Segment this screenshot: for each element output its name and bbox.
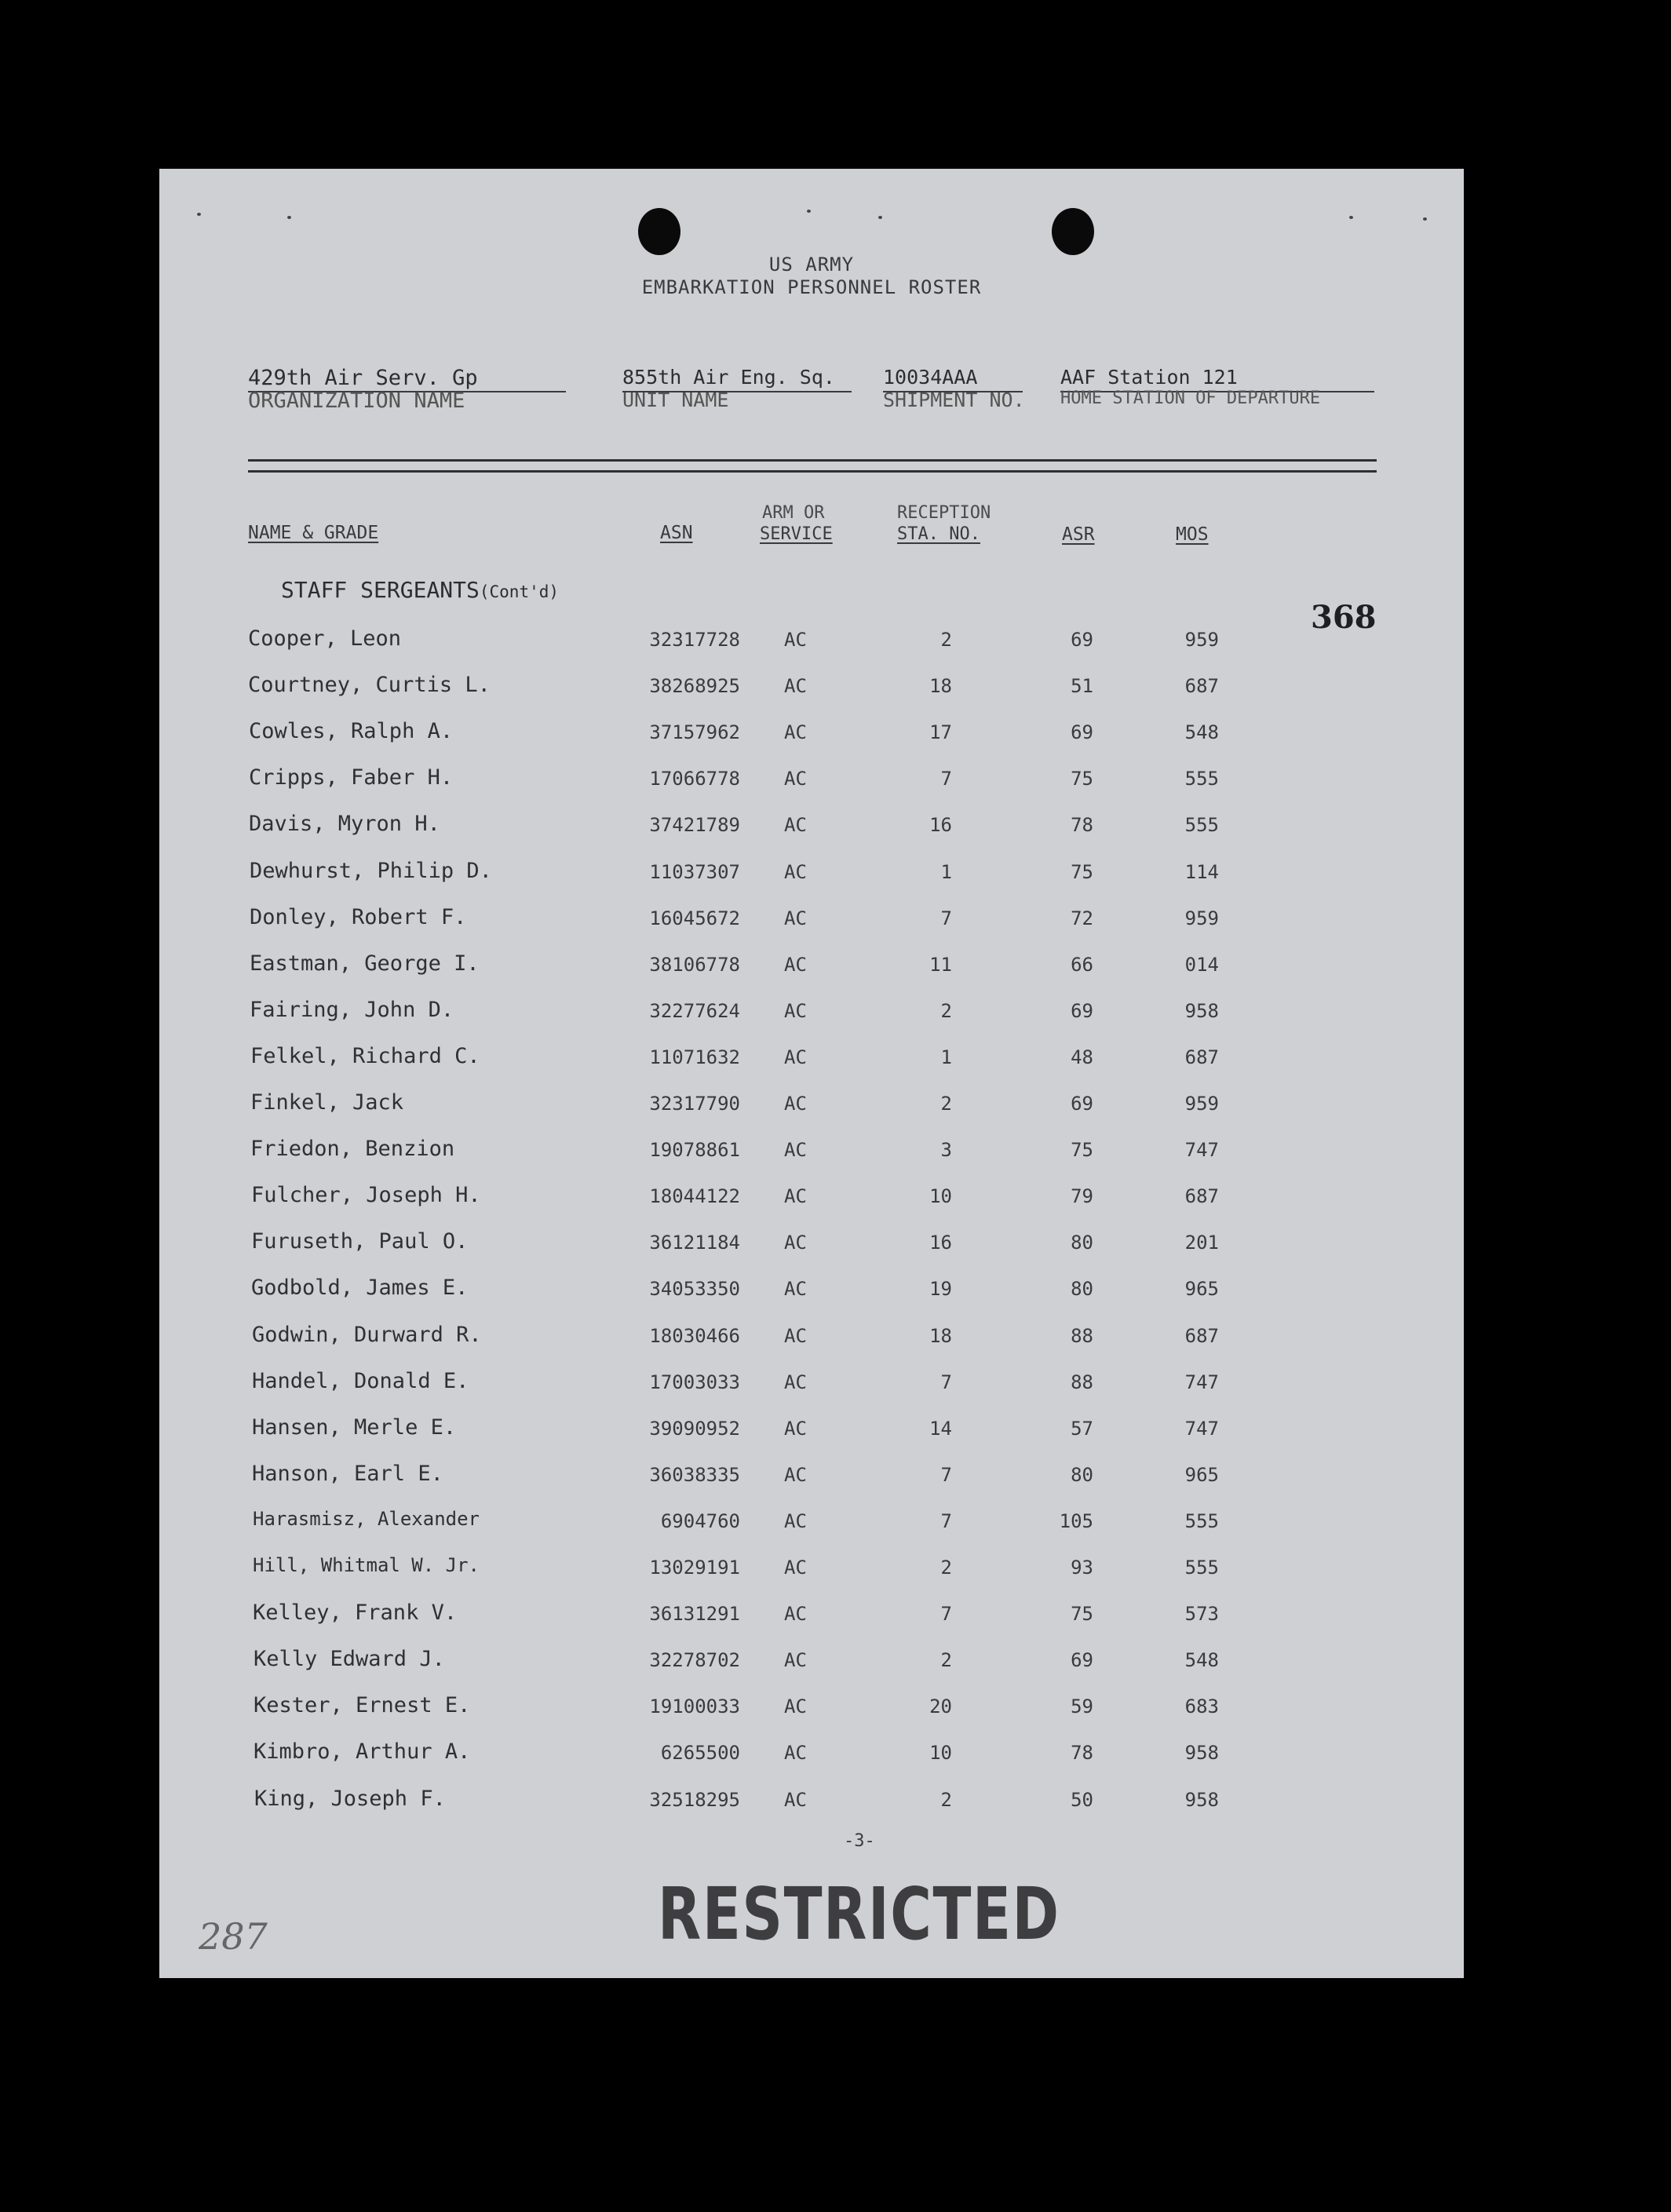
roster-reception-station: 7 <box>940 1464 952 1486</box>
roster-arm-service: AC <box>784 1046 807 1068</box>
roster-mos: 959 <box>1184 907 1219 929</box>
roster-asr: 75 <box>1071 1139 1093 1161</box>
roster-arm-service: AC <box>784 1742 807 1764</box>
roster-mos: 958 <box>1184 1789 1219 1811</box>
roster-row <box>159 765 1464 797</box>
roster-arm-service: AC <box>784 1418 807 1440</box>
roster-reception-station: 1 <box>940 1046 952 1068</box>
roster-asr: 69 <box>1071 629 1093 651</box>
roster-asn: 19100033 <box>649 1696 740 1717</box>
paper-speck <box>1423 217 1427 221</box>
roster-reception-station: 14 <box>929 1418 952 1440</box>
roster-asn: 6904760 <box>660 1510 740 1532</box>
restricted-stamp: RESTRICTED <box>658 1872 1060 1956</box>
roster-name: Hill, Whitmal W. Jr. <box>253 1554 480 1576</box>
roster-row <box>159 859 1464 890</box>
roster-arm-service: AC <box>784 1139 807 1161</box>
roster-reception-station: 11 <box>929 954 952 976</box>
section-heading-text: STAFF SERGEANTS <box>281 577 480 603</box>
roster-arm-service: AC <box>784 675 807 697</box>
roster-name: Cooper, Leon <box>248 626 402 651</box>
roster-asn: 19078861 <box>649 1139 740 1161</box>
roster-name: Friedon, Benzion <box>250 1137 455 1161</box>
roster-mos: 747 <box>1184 1139 1219 1161</box>
roster-arm-service: AC <box>784 1232 807 1254</box>
roster-arm-service: AC <box>784 1696 807 1717</box>
roster-row <box>159 1137 1464 1168</box>
roster-row <box>159 1693 1464 1725</box>
roster-asr: 66 <box>1071 954 1093 976</box>
roster-mos: 959 <box>1184 1093 1219 1115</box>
roster-row <box>159 1554 1464 1586</box>
roster-mos: 958 <box>1184 1742 1219 1764</box>
roster-row <box>159 1462 1464 1493</box>
roster-row <box>159 626 1464 658</box>
organization-name-caption: ORGANIZATION NAME <box>248 389 465 413</box>
roster-asr: 75 <box>1071 1603 1093 1625</box>
roster-asn: 36121184 <box>649 1232 740 1254</box>
roster-row <box>159 1787 1464 1818</box>
punch-hole-left <box>638 208 680 255</box>
roster-arm-service: AC <box>784 1371 807 1393</box>
roster-mos: 548 <box>1184 1649 1219 1671</box>
roster-mos: 687 <box>1184 1185 1219 1207</box>
roster-row <box>159 1276 1464 1307</box>
roster-reception-station: 19 <box>929 1278 952 1300</box>
paper-speck <box>287 216 291 219</box>
roster-asn: 32317728 <box>649 629 740 651</box>
roster-mos: 687 <box>1184 1325 1219 1347</box>
roster-asr: 59 <box>1071 1696 1093 1717</box>
roster-mos: 014 <box>1184 954 1219 976</box>
roster-name: Fulcher, Joseph H. <box>251 1183 481 1207</box>
roster-name: Kelley, Frank V. <box>253 1601 458 1625</box>
roster-reception-station: 7 <box>940 1371 952 1393</box>
roster-reception-station: 7 <box>940 1603 952 1625</box>
roster-asn: 32518295 <box>649 1789 740 1811</box>
roster-row <box>159 1647 1464 1678</box>
roster-row <box>159 1044 1464 1075</box>
roster-asr: 88 <box>1071 1371 1093 1393</box>
roster-mos: 573 <box>1184 1603 1219 1625</box>
roster-reception-station: 7 <box>940 1510 952 1532</box>
roster-name: Cowles, Ralph A. <box>249 719 454 743</box>
column-header-reception-top: RECEPTION <box>897 503 991 523</box>
roster-asr: 69 <box>1071 1000 1093 1022</box>
document-title: EMBARKATION PERSONNEL ROSTER <box>641 276 982 298</box>
roster-arm-service: AC <box>784 1649 807 1671</box>
stamped-page-number: 368 <box>1311 599 1377 636</box>
roster-name: Donley, Robert F. <box>250 905 467 929</box>
roster-asn: 36038335 <box>649 1464 740 1486</box>
roster-name: Davis, Myron H. <box>249 812 440 836</box>
roster-asr: 69 <box>1071 721 1093 743</box>
roster-reception-station: 2 <box>940 1000 952 1022</box>
roster-reception-station: 2 <box>940 1093 952 1115</box>
roster-mos: 683 <box>1184 1696 1219 1717</box>
column-header-asr: ASR <box>1062 524 1095 545</box>
roster-reception-station: 2 <box>940 1557 952 1579</box>
shipment-number: 10034AAA <box>883 366 978 389</box>
roster-asn: 13029191 <box>649 1557 740 1579</box>
roster-asn: 18030466 <box>649 1325 740 1347</box>
paper-speck <box>878 216 882 219</box>
roster-reception-station: 16 <box>929 814 952 836</box>
roster-mos: 958 <box>1184 1000 1219 1022</box>
roster-arm-service: AC <box>784 907 807 929</box>
roster-name: Hanson, Earl E. <box>252 1462 443 1486</box>
roster-name: Finkel, Jack <box>250 1090 404 1115</box>
roster-name: Furuseth, Paul O. <box>251 1229 469 1254</box>
roster-reception-station: 20 <box>929 1696 952 1717</box>
roster-row <box>159 812 1464 843</box>
roster-asr: 80 <box>1071 1278 1093 1300</box>
roster-reception-station: 10 <box>929 1185 952 1207</box>
roster-asr: 79 <box>1071 1185 1093 1207</box>
roster-name: Harasmisz, Alexander <box>253 1508 480 1530</box>
roster-arm-service: AC <box>784 768 807 790</box>
roster-mos: 747 <box>1184 1371 1219 1393</box>
roster-asn: 39090952 <box>649 1418 740 1440</box>
roster-page <box>159 169 1464 1978</box>
roster-arm-service: AC <box>784 1185 807 1207</box>
column-header-asn: ASN <box>660 523 693 543</box>
column-header-arm-top: ARM OR <box>762 503 825 523</box>
roster-mos: 555 <box>1184 814 1219 836</box>
roster-reception-station: 17 <box>929 721 952 743</box>
roster-asn: 11071632 <box>649 1046 740 1068</box>
roster-arm-service: AC <box>784 1464 807 1486</box>
roster-row <box>159 1090 1464 1122</box>
roster-reception-station: 2 <box>940 1789 952 1811</box>
roster-asr: 57 <box>1071 1418 1093 1440</box>
roster-row <box>159 951 1464 983</box>
roster-arm-service: AC <box>784 1093 807 1115</box>
roster-mos: 555 <box>1184 1557 1219 1579</box>
roster-mos: 114 <box>1184 861 1219 883</box>
roster-asr: 78 <box>1071 814 1093 836</box>
roster-asn: 18044122 <box>649 1185 740 1207</box>
roster-row <box>159 1601 1464 1632</box>
roster-asn: 11037307 <box>649 861 740 883</box>
roster-name: Fairing, John D. <box>250 998 454 1022</box>
roster-row <box>159 1229 1464 1261</box>
roster-name: Cripps, Faber H. <box>249 765 454 790</box>
organization-name: 429th Air Serv. Gp <box>248 366 478 390</box>
paper-speck <box>807 210 811 213</box>
roster-mos: 965 <box>1184 1278 1219 1300</box>
punch-hole-right <box>1052 208 1094 255</box>
roster-row <box>159 1508 1464 1539</box>
header-rule-top <box>248 459 1377 462</box>
roster-arm-service: AC <box>784 954 807 976</box>
home-station-caption: HOME STATION OF DEPARTURE <box>1060 389 1321 408</box>
roster-reception-station: 1 <box>940 861 952 883</box>
roster-name: Handel, Donald E. <box>252 1369 469 1393</box>
roster-arm-service: AC <box>784 1603 807 1625</box>
header-rule-bottom <box>248 470 1377 473</box>
roster-arm-service: AC <box>784 1278 807 1300</box>
roster-name: Kimbro, Arthur A. <box>254 1739 471 1764</box>
roster-reception-station: 2 <box>940 629 952 651</box>
paper-speck <box>197 213 201 216</box>
roster-row <box>159 1183 1464 1214</box>
roster-asn: 36131291 <box>649 1603 740 1625</box>
roster-row <box>159 1739 1464 1771</box>
roster-reception-station: 2 <box>940 1649 952 1671</box>
roster-mos: 965 <box>1184 1464 1219 1486</box>
roster-asn: 38106778 <box>649 954 740 976</box>
roster-arm-service: AC <box>784 1789 807 1811</box>
roster-name: Kelly Edward J. <box>254 1647 445 1671</box>
roster-arm-service: AC <box>784 1557 807 1579</box>
roster-reception-station: 3 <box>940 1139 952 1161</box>
roster-name: Dewhurst, Philip D. <box>250 859 492 883</box>
roster-asn: 17003033 <box>649 1371 740 1393</box>
roster-mos: 555 <box>1184 768 1219 790</box>
column-header-name-grade: NAME & GRADE <box>248 523 379 543</box>
roster-row <box>159 1323 1464 1354</box>
roster-asn: 32277624 <box>649 1000 740 1022</box>
roster-asr: 72 <box>1071 907 1093 929</box>
page-number: -3- <box>844 1831 875 1851</box>
roster-name: Courtney, Curtis L. <box>248 673 491 697</box>
roster-asr: 80 <box>1071 1232 1093 1254</box>
roster-asr: 75 <box>1071 768 1093 790</box>
roster-asn: 32278702 <box>649 1649 740 1671</box>
roster-row <box>159 998 1464 1029</box>
roster-row <box>159 905 1464 936</box>
roster-name: Kester, Ernest E. <box>254 1693 471 1717</box>
roster-mos: 687 <box>1184 675 1219 697</box>
roster-name: Eastman, George I. <box>250 951 480 976</box>
roster-asn: 38268925 <box>649 675 740 697</box>
roster-arm-service: AC <box>784 1000 807 1022</box>
roster-reception-station: 10 <box>929 1742 952 1764</box>
roster-asr: 69 <box>1071 1649 1093 1671</box>
roster-row <box>159 1415 1464 1447</box>
paper-speck <box>1349 216 1353 219</box>
section-heading-suffix: (Cont'd) <box>479 582 560 601</box>
roster-arm-service: AC <box>784 814 807 836</box>
roster-arm-service: AC <box>784 1510 807 1532</box>
roster-asr: 75 <box>1071 861 1093 883</box>
roster-asn: 37157962 <box>649 721 740 743</box>
roster-reception-station: 16 <box>929 1232 952 1254</box>
roster-asr: 51 <box>1071 675 1093 697</box>
roster-asn: 6265500 <box>660 1742 740 1764</box>
roster-asn: 17066778 <box>649 768 740 790</box>
unit-name-caption: UNIT NAME <box>622 389 729 411</box>
roster-reception-station: 7 <box>940 907 952 929</box>
roster-reception-station: 18 <box>929 675 952 697</box>
roster-asr: 93 <box>1071 1557 1093 1579</box>
roster-mos: 747 <box>1184 1418 1219 1440</box>
roster-arm-service: AC <box>784 861 807 883</box>
roster-asr: 88 <box>1071 1325 1093 1347</box>
roster-row <box>159 1369 1464 1400</box>
roster-name: Godbold, James E. <box>251 1276 469 1300</box>
roster-name: Hansen, Merle E. <box>252 1415 457 1440</box>
column-header-reception-sta: STA. NO. <box>897 524 980 544</box>
roster-name: Felkel, Richard C. <box>250 1044 480 1068</box>
roster-asr: 48 <box>1071 1046 1093 1068</box>
unit-name: 855th Air Eng. Sq. <box>622 366 835 389</box>
column-header-arm-service: SERVICE <box>760 524 833 544</box>
home-station: AAF Station 121 <box>1060 366 1238 389</box>
roster-asn: 34053350 <box>649 1278 740 1300</box>
roster-reception-station: 7 <box>940 768 952 790</box>
roster-reception-station: 18 <box>929 1325 952 1347</box>
roster-asr: 80 <box>1071 1464 1093 1486</box>
roster-asr: 78 <box>1071 1742 1093 1764</box>
roster-asr: 50 <box>1071 1789 1093 1811</box>
roster-arm-service: AC <box>784 1325 807 1347</box>
roster-mos: 687 <box>1184 1046 1219 1068</box>
roster-asn: 37421789 <box>649 814 740 836</box>
roster-asn: 32317790 <box>649 1093 740 1115</box>
roster-mos: 201 <box>1184 1232 1219 1254</box>
roster-mos: 959 <box>1184 629 1219 651</box>
roster-arm-service: AC <box>784 721 807 743</box>
roster-asn: 16045672 <box>649 907 740 929</box>
shipment-number-caption: SHIPMENT NO. <box>883 389 1025 411</box>
roster-name: King, Joseph F. <box>254 1787 446 1811</box>
roster-mos: 548 <box>1184 721 1219 743</box>
roster-row <box>159 673 1464 704</box>
section-heading <box>281 577 559 603</box>
roster-row <box>159 719 1464 750</box>
column-header-mos: MOS <box>1176 524 1209 545</box>
document-title-agency: US ARMY <box>768 254 855 276</box>
roster-arm-service: AC <box>784 629 807 651</box>
handwritten-folio-number: 287 <box>199 1915 268 1958</box>
roster-mos: 555 <box>1184 1510 1219 1532</box>
roster-name: Godwin, Durward R. <box>252 1323 482 1347</box>
roster-asr: 69 <box>1071 1093 1093 1115</box>
roster-asr: 105 <box>1059 1510 1093 1532</box>
